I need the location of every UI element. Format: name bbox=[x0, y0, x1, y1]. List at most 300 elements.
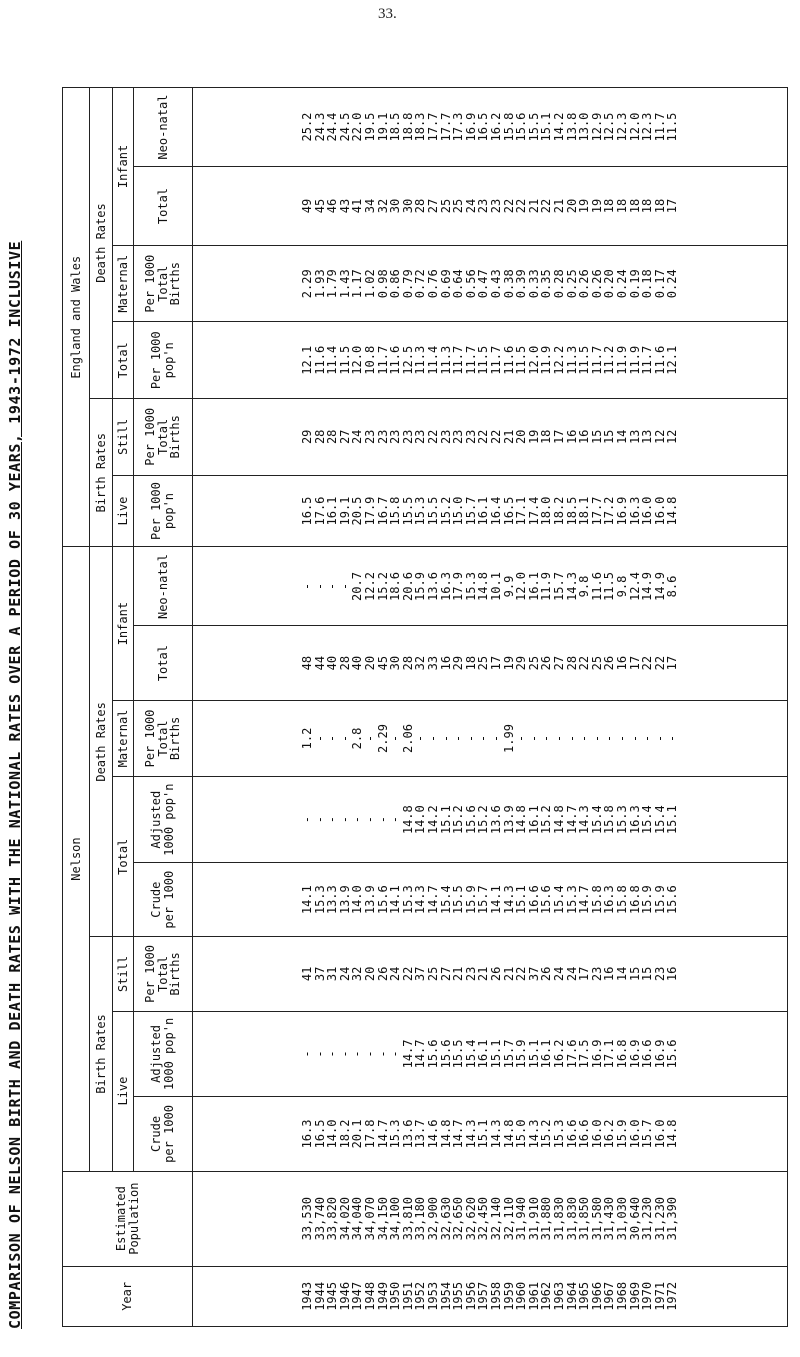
table-cell: 21 bbox=[501, 429, 516, 445]
table-cell: 15.6 bbox=[539, 885, 554, 915]
table-cell: 18 bbox=[602, 198, 617, 214]
table-cell: 15.6 bbox=[665, 885, 680, 915]
table-cell: 48 bbox=[300, 655, 315, 671]
table-cell: 23 bbox=[451, 429, 466, 445]
table-cell: 14 bbox=[614, 429, 629, 445]
table-cell: 15.8 bbox=[589, 885, 604, 915]
table-cell: 33,820 bbox=[325, 1196, 340, 1241]
nelson-still-header: Still bbox=[113, 937, 134, 1011]
table-cell: 14.2 bbox=[426, 805, 441, 835]
table-cell: 15.6 bbox=[463, 805, 478, 835]
table-cell: 18.5 bbox=[564, 496, 579, 526]
table-cell: 23 bbox=[489, 198, 503, 214]
table-cell: 37 bbox=[526, 966, 541, 982]
table-cell: 14.7 bbox=[400, 1039, 415, 1069]
table-cell: 33 bbox=[426, 655, 441, 671]
table-cell: 15.3 bbox=[614, 805, 629, 835]
table-cell: 16 bbox=[665, 966, 680, 982]
table-cell: 15.9 bbox=[514, 1039, 529, 1069]
table-cell: 16.9 bbox=[463, 112, 478, 142]
table-cell: 46 bbox=[325, 198, 340, 214]
table-cell: - bbox=[551, 734, 566, 743]
table-cell: - bbox=[350, 1050, 365, 1058]
table-cell: 0.39 bbox=[514, 269, 529, 299]
table-cell: 23 bbox=[375, 429, 390, 445]
table-cell: 15.3 bbox=[388, 1119, 403, 1149]
table-cell: 22 bbox=[400, 966, 415, 982]
table-cell: 13.9 bbox=[501, 805, 516, 835]
table-cell: 32,900 bbox=[426, 1196, 441, 1241]
table-cell: 11.3 bbox=[564, 345, 579, 375]
table-cell: 0.24 bbox=[665, 269, 680, 299]
table-cell: 2.8 bbox=[350, 727, 365, 750]
ew-infant-neonatal-column bbox=[193, 88, 788, 167]
table-cell: - bbox=[375, 1050, 390, 1058]
table-cell: 11.4 bbox=[426, 345, 441, 375]
table-cell: 16.2 bbox=[489, 112, 503, 142]
table-cell: 23 bbox=[413, 429, 428, 445]
table-cell: 14.3 bbox=[526, 1119, 541, 1149]
table-cell: 17.4 bbox=[526, 496, 541, 526]
table-cell: 20.5 bbox=[350, 496, 365, 526]
table-cell: 1969 bbox=[627, 1281, 642, 1311]
table-cell: 32,650 bbox=[451, 1196, 466, 1241]
table-cell: 13 bbox=[640, 429, 655, 445]
table-cell: 15.6 bbox=[375, 885, 390, 915]
table-cell: 14.8 bbox=[400, 805, 415, 835]
table-cell: 34,040 bbox=[350, 1196, 365, 1241]
table-cell: 29 bbox=[451, 655, 466, 671]
table-cell: 11.9 bbox=[627, 345, 642, 375]
table-cell: 16.7 bbox=[375, 496, 390, 526]
table-cell: 0.98 bbox=[375, 269, 390, 299]
table-cell: 15.4 bbox=[652, 805, 667, 835]
england-wales-header: England and Wales bbox=[63, 88, 90, 548]
table-cell: - bbox=[388, 1050, 403, 1058]
table-cell: 32,450 bbox=[476, 1196, 491, 1241]
table-cell: 0.43 bbox=[489, 269, 503, 299]
table-cell: 31,850 bbox=[577, 1196, 592, 1241]
table-cell: - bbox=[564, 734, 579, 743]
table-cell: 13.0 bbox=[577, 112, 592, 142]
table-cell: 15.4 bbox=[438, 885, 453, 915]
table-cell: 24.3 bbox=[312, 112, 327, 142]
ew-live-column bbox=[193, 475, 788, 547]
table-cell: 22 bbox=[577, 655, 592, 671]
table-cell: 1971 bbox=[652, 1281, 667, 1311]
table-cell: 16 bbox=[438, 655, 453, 671]
table-cell: 11.5 bbox=[665, 112, 680, 142]
table-cell: 16.4 bbox=[489, 496, 503, 526]
table-cell: 34,150 bbox=[375, 1196, 390, 1241]
ew-infant-neonatal-header: Neo-natal bbox=[134, 88, 193, 167]
table-cell: 15.4 bbox=[589, 805, 604, 835]
table-cell: 17.3 bbox=[451, 112, 466, 142]
table-cell: 10.8 bbox=[363, 345, 378, 375]
table-cell: 31,940 bbox=[514, 1196, 529, 1241]
table-cell: 14.8 bbox=[501, 1119, 516, 1149]
table-cell: 29 bbox=[514, 655, 529, 671]
table-cell: 18.1 bbox=[577, 496, 592, 526]
table-cell: 16.8 bbox=[614, 1039, 629, 1069]
table-cell: 15.6 bbox=[426, 1039, 441, 1069]
table-cell: 15.6 bbox=[665, 1039, 680, 1069]
table-cell: 27 bbox=[438, 966, 453, 982]
table-cell: 28 bbox=[400, 655, 415, 671]
nelson-total-adjusted-column bbox=[193, 777, 788, 863]
table-cell: 19 bbox=[501, 655, 516, 671]
table-cell: 1958 bbox=[489, 1281, 503, 1311]
table-cell: 15.4 bbox=[640, 805, 655, 835]
table-cell: 1963 bbox=[551, 1281, 566, 1311]
table-cell: 11.7 bbox=[451, 345, 466, 375]
table-cell: 19.1 bbox=[337, 496, 352, 526]
table-cell: 15.3 bbox=[551, 1119, 566, 1149]
table-cell: 18.2 bbox=[551, 496, 566, 526]
table-cell: 41 bbox=[300, 966, 315, 982]
nelson-total-header: Total bbox=[113, 777, 134, 937]
table-cell: - bbox=[539, 734, 554, 743]
table-cell: 11.5 bbox=[476, 345, 491, 375]
table-cell: 14.7 bbox=[564, 805, 579, 835]
table-cell: - bbox=[312, 734, 327, 743]
table-cell: 16.0 bbox=[652, 1119, 667, 1149]
table-cell: 14.0 bbox=[350, 885, 365, 915]
table-cell: 26 bbox=[375, 966, 390, 982]
ew-infant-total-header: Total bbox=[134, 167, 193, 246]
table-cell: - bbox=[388, 816, 403, 824]
table-cell: 31,910 bbox=[526, 1196, 541, 1241]
table-cell: 1959 bbox=[501, 1281, 516, 1311]
table-cell: 1954 bbox=[438, 1281, 453, 1311]
table-cell: 22 bbox=[640, 655, 655, 671]
table-cell: 11.3 bbox=[413, 345, 428, 375]
table-cell: 15.8 bbox=[501, 112, 516, 142]
table-cell: 16.1 bbox=[526, 572, 541, 601]
nelson-live-header: Live bbox=[113, 1011, 134, 1171]
table-cell: 14.3 bbox=[463, 1119, 478, 1149]
table-cell: 11.9 bbox=[539, 345, 554, 375]
table-cell: 11.2 bbox=[602, 345, 617, 375]
table-cell: 16.5 bbox=[476, 112, 491, 142]
page-title: COMPARISON OF NELSON BIRTH AND DEATH RATES WITH THE NATIONAL RATES OVER A PERIOD OF 30 YEARS, 1943-1972 INCLUSIVE bbox=[6, 240, 24, 1329]
table-cell: 32 bbox=[413, 655, 428, 671]
table-cell: 17.8 bbox=[363, 1119, 378, 1149]
table-cell: 13.6 bbox=[400, 1119, 415, 1149]
table-cell: 0.19 bbox=[627, 269, 642, 299]
ew-total-rate-header: Per 1000 pop'n bbox=[134, 322, 193, 399]
table-cell: 14.0 bbox=[325, 1119, 340, 1149]
table-cell: 15.3 bbox=[463, 572, 478, 601]
table-cell: 23 bbox=[463, 429, 478, 445]
table-cell: 15.1 bbox=[514, 885, 529, 915]
table-cell: 16.3 bbox=[627, 805, 642, 835]
ew-death-rates-header: Death Rates bbox=[90, 88, 113, 399]
table-cell: 14 bbox=[614, 966, 629, 982]
table-cell: 15.7 bbox=[501, 1039, 516, 1069]
table-cell: 15.6 bbox=[514, 112, 529, 142]
table-cell: 32,620 bbox=[463, 1196, 478, 1241]
table-cell: 30 bbox=[400, 198, 415, 214]
table-cell: 41 bbox=[350, 198, 365, 214]
table-cell: 28 bbox=[337, 655, 352, 671]
table-cell: 32,110 bbox=[501, 1196, 516, 1241]
table-cell: 1.2 bbox=[300, 727, 315, 750]
table-cell: 18.5 bbox=[388, 112, 403, 142]
table-cell: 12.0 bbox=[514, 572, 529, 601]
ew-maternal-header: Maternal bbox=[113, 245, 134, 322]
table-cell: 20 bbox=[363, 655, 378, 671]
table-cell: 18.6 bbox=[388, 572, 403, 601]
table-cell: 14.8 bbox=[665, 1119, 680, 1149]
table-cell: - bbox=[602, 734, 617, 743]
table-cell: 16.3 bbox=[438, 572, 453, 601]
table-cell: 25 bbox=[451, 198, 466, 214]
table-cell: 26 bbox=[539, 655, 554, 671]
table-cell: 15.5 bbox=[451, 885, 466, 915]
table-cell: 1961 bbox=[526, 1281, 541, 1311]
table-cell: 16.0 bbox=[652, 496, 667, 526]
table-cell: 19 bbox=[526, 429, 541, 445]
nelson-still-rate-header: Per 1000 Total Births bbox=[134, 937, 193, 1011]
table-cell: 16.2 bbox=[602, 1119, 617, 1149]
population-header: Estimated Population bbox=[63, 1171, 193, 1266]
table-cell: 14.3 bbox=[564, 572, 579, 601]
table-cell: 20 bbox=[363, 966, 378, 982]
ew-birth-rates-header: Birth Rates bbox=[90, 399, 113, 547]
table-cell: - bbox=[426, 734, 441, 743]
table-cell: 14.8 bbox=[438, 1119, 453, 1149]
table-cell: 1.17 bbox=[350, 269, 365, 299]
table-cell: 11.6 bbox=[589, 572, 604, 601]
table-cell: 26 bbox=[602, 655, 617, 671]
nelson-infant-header: Infant bbox=[113, 547, 134, 700]
table-cell: 28 bbox=[312, 429, 327, 445]
table-cell: 1962 bbox=[539, 1281, 554, 1311]
table-cell: - bbox=[489, 734, 503, 743]
table-cell: - bbox=[526, 734, 541, 743]
table-cell: 33,810 bbox=[400, 1196, 415, 1241]
table-cell: 31,830 bbox=[564, 1196, 579, 1241]
table-cell: 14.1 bbox=[300, 885, 315, 915]
table-cell: 19 bbox=[589, 198, 604, 214]
table-cell: - bbox=[312, 1050, 327, 1058]
year-column bbox=[193, 1266, 788, 1326]
table-cell: 14.7 bbox=[375, 1119, 390, 1149]
table-cell: 24.5 bbox=[337, 112, 352, 142]
table-cell: 15.9 bbox=[652, 885, 667, 915]
table-cell: 31,230 bbox=[640, 1196, 655, 1241]
table-cell: 12.0 bbox=[627, 112, 642, 142]
table-cell: 34 bbox=[363, 198, 378, 214]
table-cell: 1960 bbox=[514, 1281, 529, 1311]
table-cell: 15.2 bbox=[476, 805, 491, 835]
page-number: 33. bbox=[378, 6, 397, 22]
table-cell: 1945 bbox=[325, 1281, 340, 1311]
table-cell: 14.9 bbox=[652, 572, 667, 601]
table-cell: 1957 bbox=[476, 1281, 491, 1311]
table-cell: 15.2 bbox=[375, 572, 390, 601]
table-cell: 9.9 bbox=[501, 575, 516, 598]
table-cell: 1966 bbox=[589, 1281, 604, 1311]
table-cell: 1967 bbox=[602, 1281, 617, 1311]
table-cell: - bbox=[375, 816, 390, 824]
table-cell: 0.28 bbox=[551, 269, 566, 299]
table-cell: 1.02 bbox=[363, 269, 378, 299]
table-cell: - bbox=[363, 1050, 378, 1058]
table-cell: 11.5 bbox=[514, 345, 529, 375]
table-cell: 11.7 bbox=[489, 345, 503, 375]
table-cell: 17.2 bbox=[602, 496, 617, 526]
table-cell: 1968 bbox=[614, 1281, 629, 1311]
table-cell: 17.9 bbox=[363, 496, 378, 526]
table-cell: 12.5 bbox=[602, 112, 617, 142]
table-cell: 17 bbox=[627, 655, 642, 671]
table-cell: 17.5 bbox=[577, 1039, 592, 1069]
table-cell: 14.8 bbox=[551, 805, 566, 835]
table-cell: - bbox=[451, 734, 466, 743]
table-cell: 11.3 bbox=[438, 345, 453, 375]
table-cell: 25 bbox=[426, 966, 441, 982]
table-cell: 14.7 bbox=[451, 1119, 466, 1149]
table-cell: 44 bbox=[312, 655, 327, 671]
table-cell: 22 bbox=[501, 198, 516, 214]
table-cell: 31,830 bbox=[551, 1196, 566, 1241]
table-cell: 26 bbox=[539, 966, 554, 982]
table-cell: 18.2 bbox=[337, 1119, 352, 1149]
table-cell: 11.7 bbox=[375, 345, 390, 375]
table-cell: 31,430 bbox=[602, 1196, 617, 1241]
table-cell: 21 bbox=[451, 966, 466, 982]
table-cell: 12.2 bbox=[551, 345, 566, 375]
table-cell: 16 bbox=[577, 429, 592, 445]
table-cell: 16.6 bbox=[564, 1119, 579, 1149]
table-cell: 16.8 bbox=[627, 885, 642, 915]
table-cell: 16.1 bbox=[325, 496, 340, 526]
table-cell: - bbox=[463, 734, 478, 743]
table-cell: 11.6 bbox=[312, 345, 327, 375]
table-cell: - bbox=[614, 734, 629, 743]
table-cell: 33,740 bbox=[312, 1196, 327, 1241]
table-cell: 13.7 bbox=[413, 1119, 428, 1149]
table-cell: 23 bbox=[438, 429, 453, 445]
table-cell: 17 bbox=[489, 655, 503, 671]
table-cell: 15.1 bbox=[489, 1039, 503, 1069]
ew-infant-total-column bbox=[193, 167, 788, 246]
table-cell: 1.43 bbox=[337, 269, 352, 299]
table-cell: 17.6 bbox=[312, 496, 327, 526]
table-cell: 1946 bbox=[337, 1281, 352, 1311]
table-cell: 1953 bbox=[426, 1281, 441, 1311]
table-cell: 12.0 bbox=[350, 345, 365, 375]
table-cell: 37 bbox=[413, 966, 428, 982]
table-cell: 15.9 bbox=[463, 885, 478, 915]
table-cell: 16.9 bbox=[627, 1039, 642, 1069]
table-cell: 15.1 bbox=[476, 1119, 491, 1149]
table-cell: 31,580 bbox=[589, 1196, 604, 1241]
nelson-birth-rates-header: Birth Rates bbox=[90, 937, 113, 1171]
ew-still-column bbox=[193, 399, 788, 476]
table-cell: - bbox=[476, 734, 491, 743]
ew-live-header: Live bbox=[113, 475, 134, 547]
table-cell: 45 bbox=[375, 655, 390, 671]
table-cell: 11.5 bbox=[602, 572, 617, 601]
table-cell: 12.9 bbox=[589, 112, 604, 142]
table-cell: 14.0 bbox=[413, 805, 428, 835]
table-cell: 0.47 bbox=[476, 269, 491, 299]
table-cell: 23 bbox=[388, 429, 403, 445]
table-cell: 11.4 bbox=[325, 345, 340, 375]
table-cell: 0.17 bbox=[652, 269, 667, 299]
ew-maternal-column bbox=[193, 245, 788, 322]
table-cell: 25 bbox=[526, 655, 541, 671]
table-cell: 31,030 bbox=[614, 1196, 629, 1241]
table-cell: 24 bbox=[564, 966, 579, 982]
table-cell: 16.3 bbox=[300, 1119, 315, 1149]
table-cell: 24 bbox=[337, 966, 352, 982]
table-cell: 24 bbox=[551, 966, 566, 982]
table-cell: 21 bbox=[501, 966, 516, 982]
table-cell: 20.6 bbox=[400, 572, 415, 601]
table-cell: 12.3 bbox=[614, 112, 629, 142]
table-cell: 0.56 bbox=[463, 269, 478, 299]
table-cell: 16.9 bbox=[652, 1039, 667, 1069]
table-cell: 12.0 bbox=[526, 345, 541, 375]
table-cell: 18.3 bbox=[413, 112, 428, 142]
table-cell: 14.8 bbox=[476, 572, 491, 601]
table-cell: - bbox=[652, 734, 667, 743]
table-cell: - bbox=[325, 1050, 340, 1058]
table-cell: 32 bbox=[350, 966, 365, 982]
table-cell: 16.0 bbox=[640, 496, 655, 526]
table-cell: 26 bbox=[489, 966, 503, 982]
table-cell: - bbox=[577, 734, 592, 743]
table-cell: - bbox=[312, 816, 327, 824]
ew-still-rate-header: Per 1000 Total Births bbox=[134, 399, 193, 476]
table-cell: 14.3 bbox=[501, 885, 516, 915]
table-cell: - bbox=[300, 816, 315, 824]
table-cell: 20 bbox=[514, 429, 529, 445]
table-cell: 0.76 bbox=[426, 269, 441, 299]
table-cell: 16.5 bbox=[312, 1119, 327, 1149]
table-cell: 30,640 bbox=[627, 1196, 642, 1241]
table-cell: 16.9 bbox=[614, 496, 629, 526]
table-cell: 20.7 bbox=[350, 572, 365, 601]
table-cell: 10.1 bbox=[489, 572, 503, 601]
table-cell: - bbox=[350, 816, 365, 824]
nelson-total-adjusted-header: Adjusted 1000 pop'n bbox=[134, 777, 193, 863]
table-cell: 15.2 bbox=[438, 496, 453, 526]
table-cell: 1964 bbox=[564, 1281, 579, 1311]
table-cell: 0.25 bbox=[564, 269, 579, 299]
table-cell: 15.3 bbox=[400, 885, 415, 915]
nelson-maternal-header: Maternal bbox=[113, 700, 134, 777]
table-cell: 14.1 bbox=[388, 885, 403, 915]
table-cell: - bbox=[337, 582, 352, 591]
table-cell: 21 bbox=[551, 198, 566, 214]
table-cell: - bbox=[514, 734, 529, 743]
table-cell: 16 bbox=[614, 655, 629, 671]
table-cell: 37 bbox=[312, 966, 327, 982]
ew-infant-header: Infant bbox=[113, 88, 134, 246]
table-cell: - bbox=[665, 734, 680, 743]
nelson-header: Nelson bbox=[63, 547, 90, 1171]
table-cell: 18 bbox=[640, 198, 655, 214]
table-cell: 40 bbox=[325, 655, 340, 671]
table-cell: 19.5 bbox=[363, 112, 378, 142]
table-cell: 13.6 bbox=[489, 805, 503, 835]
nelson-live-adjusted-column bbox=[193, 1011, 788, 1097]
